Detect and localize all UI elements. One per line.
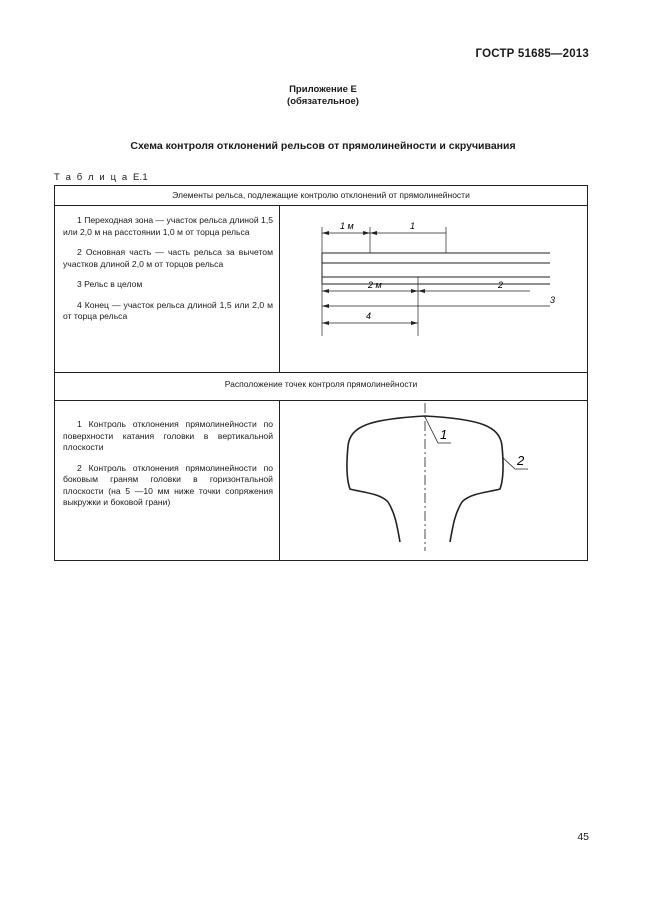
rail-zones-diagram — [280, 206, 587, 371]
page-number: 45 — [577, 831, 589, 843]
list-item: 1 Контроль отклонения прямолинейности по поверхности катания головки в вертикальной плоскости — [63, 419, 273, 452]
rail-control-table — [54, 185, 588, 561]
table-divider — [55, 372, 587, 373]
page-title: Схема контроля отклонений рельсов от прямолинейности и скручивания — [130, 140, 516, 152]
label-zone3: 3 — [550, 295, 556, 305]
section1-header: Элементы рельса, подлежащие контролю отклонений от прямолинейности — [172, 190, 470, 200]
arrowhead — [322, 231, 329, 235]
section2-header: Расположение точек контроля прямолинейности — [224, 379, 418, 389]
label-zone1: 1 — [410, 221, 416, 231]
arrowhead — [411, 321, 418, 325]
arrowhead — [322, 321, 329, 325]
table-number: Е.1 — [133, 172, 148, 183]
label-point1: 1 — [440, 427, 448, 442]
rail-head-section-diagram — [280, 401, 587, 561]
list-item: 4 Конец — участок рельса длиной 1,5 или 2,0 м от торца рельса — [63, 299, 273, 321]
annex-status: (обязательное) — [287, 96, 359, 107]
table-label: Т а б л и ц а — [54, 172, 129, 183]
list-item: 2 Основная часть — часть рельса за вычетом участков длиной 2,0 м от торцов рельса — [63, 247, 273, 269]
arrowhead — [411, 289, 418, 293]
list-item: 3 Рельс в целом — [77, 279, 143, 289]
label-1m: 1 м — [340, 221, 354, 231]
annex-title: Приложение Е — [289, 84, 357, 95]
arrowhead — [418, 289, 425, 293]
section1-items — [63, 215, 273, 332]
label-2m: 2 м — [368, 280, 382, 290]
label-zone2: 2 — [498, 280, 504, 290]
table-caption — [54, 172, 148, 183]
label-point2: 2 — [517, 453, 525, 468]
label-zone4: 4 — [366, 311, 372, 321]
arrowhead — [322, 304, 329, 308]
arrowhead — [370, 231, 377, 235]
arrowhead — [322, 289, 329, 293]
arrowhead — [363, 231, 370, 235]
annex-heading — [0, 84, 646, 108]
list-item: 1 Переходная зона — участок рельса длиной 1,5 или 2,0 м на расстоянии 1,0 м от торца рельса — [63, 215, 273, 237]
section2-items — [63, 419, 273, 518]
document-code: ГОСТР 51685—2013 — [475, 48, 589, 60]
list-item: 2 Контроль отклонения прямолинейности по боковым граням головки в горизонтальной плоскости (на 5 —10 мм ниже точки сопряжения выкружки и боковой грани) — [63, 462, 273, 507]
